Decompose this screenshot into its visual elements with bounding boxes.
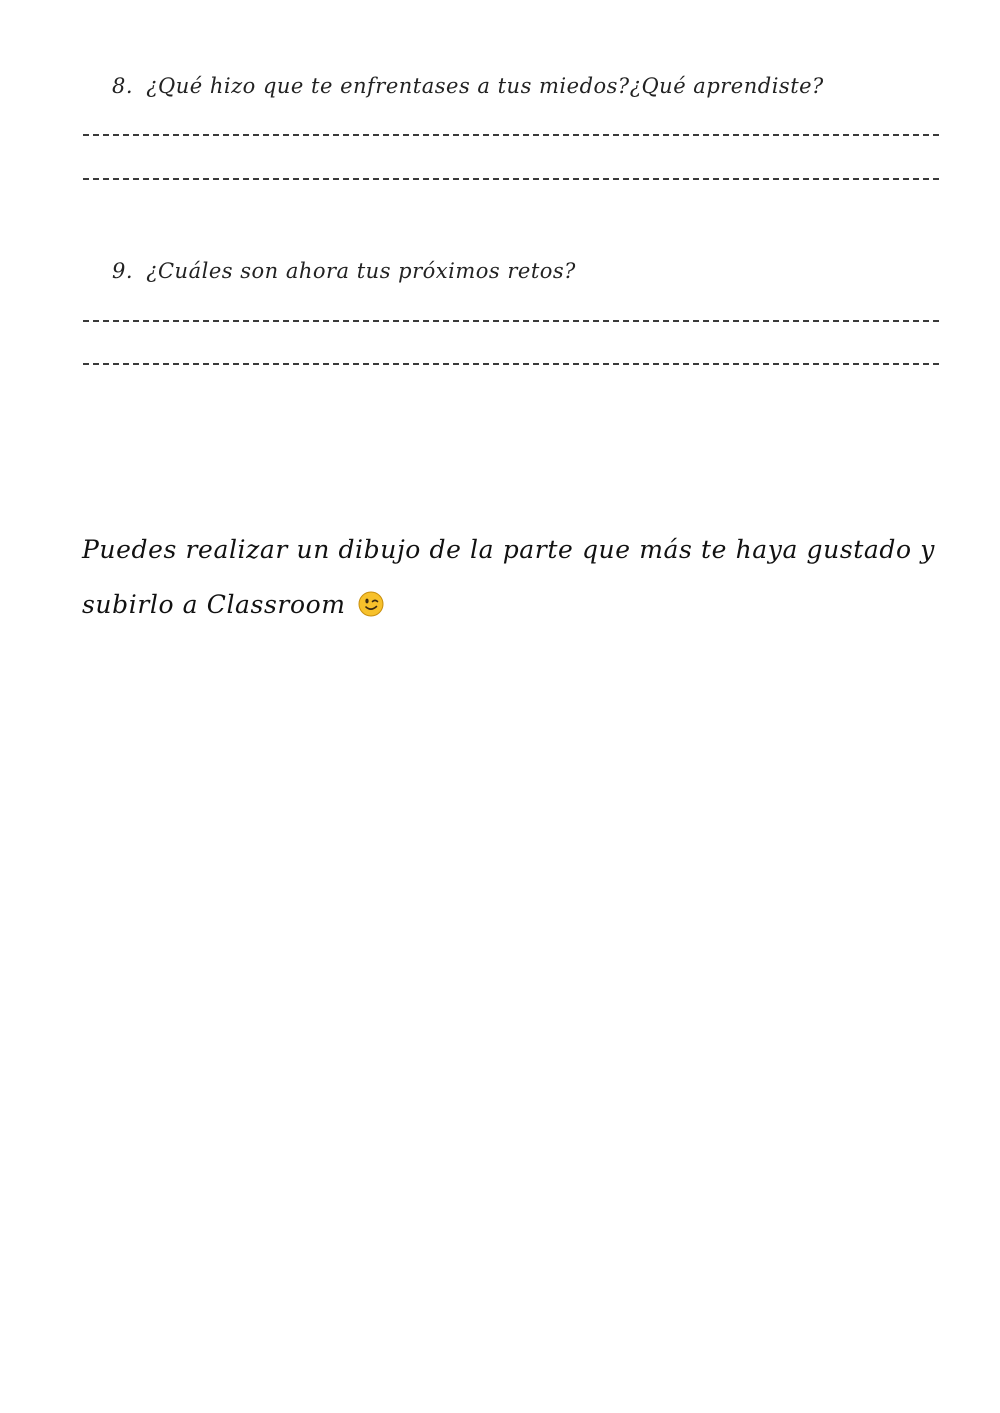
- winking-face-icon: [358, 591, 384, 617]
- answer-line[interactable]: [83, 320, 939, 322]
- answer-line[interactable]: [83, 134, 939, 136]
- question-8: [112, 74, 824, 98]
- question-text: ¿Qué hizo que te enfrentases a tus miedos?¿Qué aprendiste?: [146, 74, 824, 98]
- question-number: 9.: [112, 259, 134, 283]
- note-line-1: [82, 535, 935, 564]
- note-line-2: [82, 590, 384, 619]
- question-number: 8.: [112, 74, 134, 98]
- note-text: subirlo a Classroom: [82, 590, 346, 619]
- question-9: [112, 259, 576, 283]
- note-text: Puedes realizar un dibujo de la parte que más te haya gustado y: [82, 535, 935, 564]
- answer-line[interactable]: [83, 178, 939, 180]
- answer-line[interactable]: [83, 363, 939, 365]
- question-text: ¿Cuáles son ahora tus próximos retos?: [146, 259, 576, 283]
